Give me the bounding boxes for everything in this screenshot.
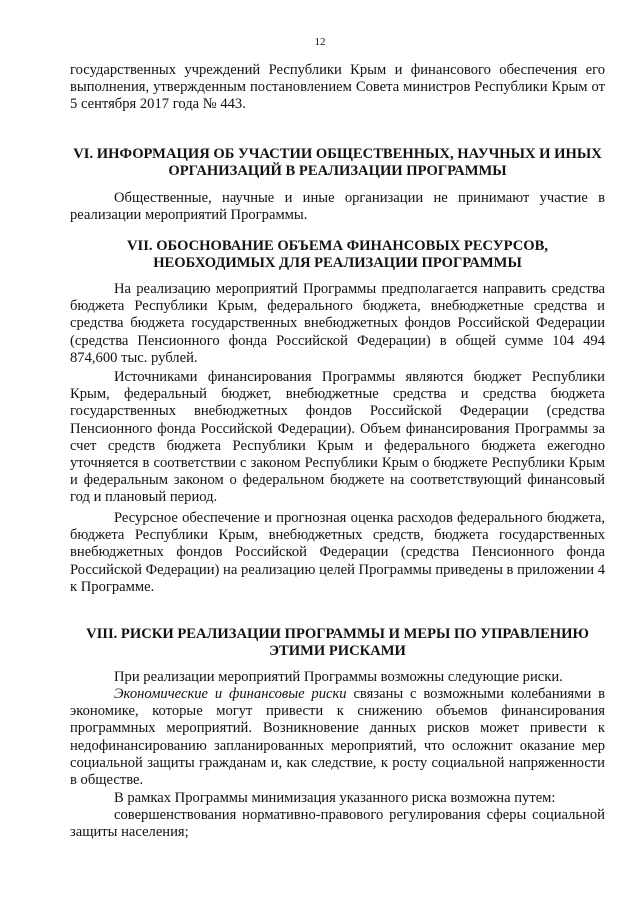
section-7-paragraph-1: На реализацию мероприятий Программы предполагается направить средства бюджета Республики Крым, федерального бюджета, внебюджетные средства и средства бюджета государственных внебюджетных фондов Российской Федерации (средства Пенсионного фонда Российской Федерации) в общей сумме 104 494 874,600 тыс. рублей. xyxy=(70,281,605,366)
section-7-heading: VII. ОБОСНОВАНИЕ ОБЪЕМА ФИНАНСОВЫХ РЕСУРСОВ, НЕОБХОДИМЫХ ДЛЯ РЕАЛИЗАЦИИ ПРОГРАММЫ xyxy=(127,238,548,272)
section-6-paragraph-1: Общественные, научные и иные организации не принимают участие в реализации мероприятий Программы. xyxy=(70,190,605,224)
section-6-heading: VI. ИНФОРМАЦИЯ ОБ УЧАСТИИ ОБЩЕСТВЕННЫХ, НАУЧНЫХ И ИНЫХ ОРГАНИЗАЦИЙ В РЕАЛИЗАЦИИ ПРОГРАММЫ xyxy=(73,146,602,180)
section-8-paragraph-1: При реализации мероприятий Программы возможны следующие риски. xyxy=(114,669,563,685)
section-8-paragraph-2 xyxy=(70,686,605,789)
section-8-paragraph-3: В рамках Программы минимизация указанного риска возможна путем: xyxy=(114,790,556,806)
section-7-paragraph-3: Ресурсное обеспечение и прогнозная оценка расходов федерального бюджета, бюджета Республики Крым, внебюджетных средств, бюджета государственных внебюджетных фондов Российской Федерации (средства Пенсионного фонда Российской Федерации) на реализацию целей Программы приведены в приложении 4 к Программе. xyxy=(70,510,605,595)
section-8-heading: VIII. РИСКИ РЕАЛИЗАЦИИ ПРОГРАММЫ И МЕРЫ ПО УПРАВЛЕНИЮ ЭТИМИ РИСКАМИ xyxy=(86,626,589,660)
continuation-paragraph: государственных учреждений Республики Крым и финансового обеспечения его выполнения, утвержденным постановлением Совета министров Республики Крым от 5 сентября 2017 года № 443. xyxy=(70,62,605,113)
page-number: 12 xyxy=(314,36,326,48)
section-8-paragraph-4: совершенствования нормативно-правового регулирования сферы социальной защиты населения; xyxy=(70,807,605,841)
section-7-paragraph-2: Источниками финансирования Программы являются бюджет Республики Крым, федеральный бюджет, внебюджетные средства и средства бюджета государственных внебюджетных фондов Российской Федерации (средства Пенсионного фонда Российской Федерации). Объем финансирования Программы за счет средств бюджета Республики Крым и федерального бюджета ежегодно уточняется в соответствии с законом Республики Крым о бюджете Республики Крым и федеральным законом о федеральном бюджете на соответствующий финансовый год и плановый период. xyxy=(70,369,605,506)
risk-type-italic: Экономические и финансовые риски xyxy=(114,686,347,702)
risk-description: связаны с возможными колебаниями в экономике, которые могут привести к снижению объемов финансирования программных мероприятий. Возникновение данных рисков может привести к недофинансированию запланированных мероприятий, что осложнит оказание мер социальной защиты гражданам и, как следствие, к росту социальной напряженности в обществе. xyxy=(70,686,605,789)
